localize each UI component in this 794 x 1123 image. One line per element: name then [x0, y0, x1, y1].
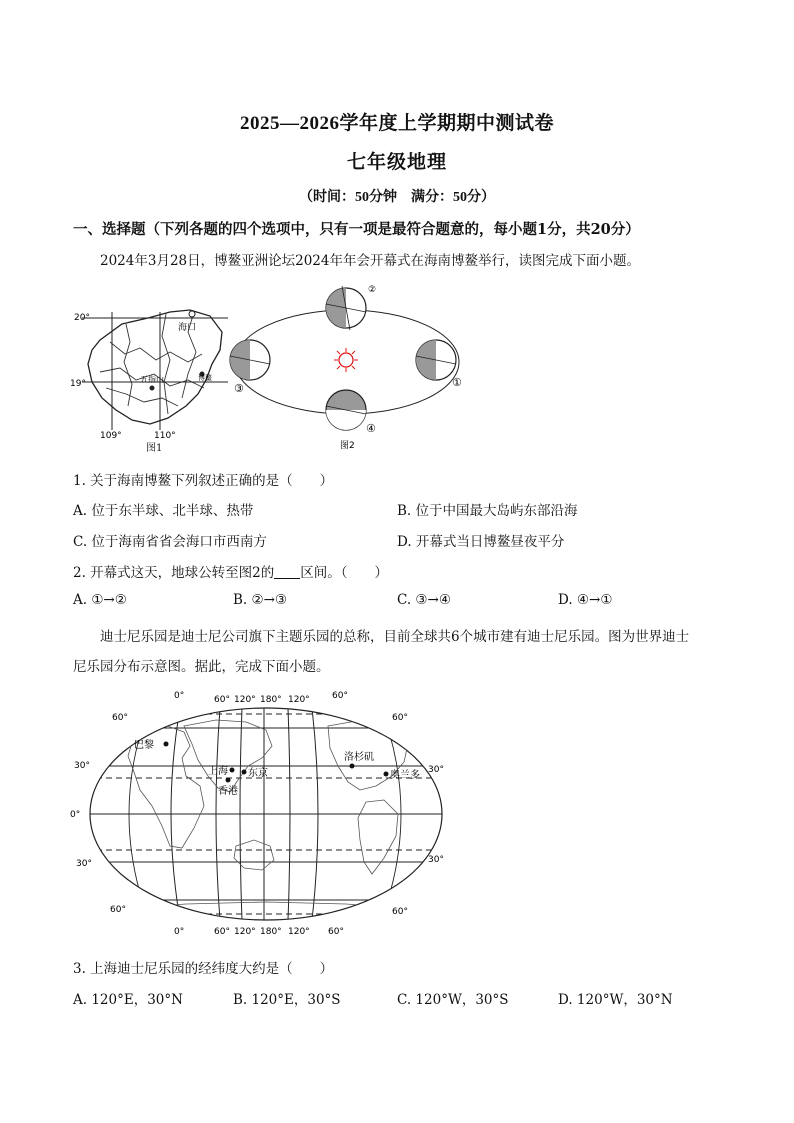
orlando-marker — [384, 772, 389, 777]
earth-position-4 — [326, 390, 366, 430]
haikou-marker — [189, 311, 195, 317]
haikou-label: 海口 — [178, 323, 197, 333]
q2-blank — [274, 564, 300, 579]
left-lat-30n: 30° — [74, 761, 90, 771]
passage-2-line-2: 尼乐园分布示意图。据此，完成下面小题。 — [73, 659, 330, 675]
lat-19-label: 19° — [70, 379, 86, 389]
top-lon-60b: 60° — [332, 691, 348, 701]
left-lat-0: 0° — [70, 810, 81, 820]
lon-109-label: 109° — [100, 431, 122, 441]
hongkong-label: 香港 — [218, 786, 238, 797]
orbit-label-1: ① — [452, 376, 462, 389]
right-lat-30s: 30° — [428, 855, 444, 865]
orlando-label: 奥兰多 — [390, 770, 420, 781]
paris-label: 巴黎 — [134, 740, 154, 751]
bot-lon-120b: 120° — [288, 927, 310, 937]
q2-option-b[interactable]: B. ②→③ — [233, 592, 288, 608]
q2-option-a[interactable]: A. ①→② — [73, 592, 127, 608]
figure-2-orbit-diagram — [222, 282, 472, 450]
right-lat-60s: 60° — [392, 907, 408, 917]
figure-1-hainan-map — [70, 302, 240, 442]
right-lat-60n: 60° — [392, 713, 408, 723]
losangeles-label: 洛杉矶 — [344, 752, 374, 763]
q3-option-c[interactable]: C. 120°W，30°S — [397, 992, 509, 1008]
world-map-figure — [66, 686, 446, 938]
top-lon-120a: 120° — [234, 695, 256, 705]
hongkong-marker — [226, 778, 231, 783]
left-lat-30s: 30° — [76, 859, 92, 869]
figure-2-caption: 图2 — [340, 441, 355, 450]
lat-20-label: 20° — [74, 313, 90, 323]
q3-option-a[interactable]: A. 120°E，30°N — [73, 992, 183, 1008]
bot-lon-0: 0° — [174, 927, 185, 937]
bot-lon-180: 180° — [260, 927, 282, 937]
hainan-outline — [88, 310, 222, 424]
q3-option-d[interactable]: D. 120°W，30°N — [558, 992, 673, 1008]
q1-stem: 1. 关于海南博鳌下列叙述正确的是（ ） — [73, 473, 334, 489]
exam-title: 2025—2026学年度上学期期中测试卷 — [239, 113, 554, 134]
wuzhishan-marker — [150, 386, 155, 391]
earth-position-2 — [326, 286, 366, 330]
left-lat-60s: 60° — [110, 905, 126, 915]
right-lat-30n: 30° — [428, 765, 444, 775]
lon-110-label: 110° — [154, 431, 176, 441]
q1-option-a[interactable]: A. 位于东半球、北半球、热带 — [73, 503, 254, 519]
q1-option-d[interactable]: D. 开幕式当日博鳌昼夜平分 — [397, 534, 565, 550]
q2-stem — [73, 561, 388, 581]
passage-1: 2024年3月28日，博鳌亚洲论坛2024年年会开幕式在海南博鳌举行，读图完成下面小题。 — [100, 253, 640, 269]
orbit-label-4: ④ — [366, 422, 376, 435]
q3-option-b[interactable]: B. 120°E，30°S — [233, 992, 341, 1008]
shanghai-marker — [230, 768, 235, 773]
losangeles-marker — [350, 764, 355, 769]
top-lon-60a: 60° — [214, 695, 230, 705]
earth-position-3 — [230, 340, 270, 380]
wuzhishan-label: 五指山 — [140, 375, 164, 384]
bot-lon-120a: 120° — [234, 927, 256, 937]
figure-1-caption-text: 图1 — [146, 443, 163, 454]
top-lon-180: 180° — [260, 695, 282, 705]
boao-label: 博鳌 — [198, 374, 212, 382]
tokyo-label: 东京 — [248, 768, 268, 779]
passage-2-line-1: 迪士尼乐园是迪士尼公司旗下主题乐园的总称，目前全球共6个城市建有迪士尼乐园。图为世界迪士 — [100, 629, 690, 645]
orbit-label-3: ③ — [234, 382, 244, 395]
section-heading: 一、选择题（下列各题的四个选项中，只有一项是最符合题意的，每小题1分，共20分） — [73, 221, 640, 238]
exam-subtitle: 七年级地理 — [346, 152, 447, 173]
q1-option-b[interactable]: B. 位于中国最大岛屿东部沿海 — [397, 503, 578, 519]
earth-position-1 — [416, 340, 456, 380]
left-lat-60n: 60° — [112, 713, 128, 723]
q2-stem-before: 2. 开幕式这天，地球公转至图2的 — [73, 565, 275, 581]
top-lon-120b: 120° — [288, 695, 310, 705]
bot-lon-60a: 60° — [214, 927, 230, 937]
q2-option-d[interactable]: D. ④→① — [558, 592, 613, 608]
q2-stem-after: 区间。（ ） — [300, 565, 389, 581]
q3-stem: 3. 上海迪士尼乐园的经纬度大约是（ ） — [73, 961, 334, 977]
exam-meta: （时间：50分钟 满分：50分） — [299, 190, 495, 205]
paris-marker — [164, 742, 169, 747]
orbit-label-2: ② — [368, 285, 377, 295]
shanghai-label: 上海 — [208, 766, 228, 777]
sun-icon — [334, 348, 358, 372]
top-lon-0: 0° — [174, 691, 185, 701]
tokyo-marker — [242, 770, 247, 775]
bot-lon-60b: 60° — [328, 927, 344, 937]
q2-option-c[interactable]: C. ③→④ — [397, 592, 451, 608]
q1-option-c[interactable]: C. 位于海南省省会海口市西南方 — [73, 534, 267, 550]
